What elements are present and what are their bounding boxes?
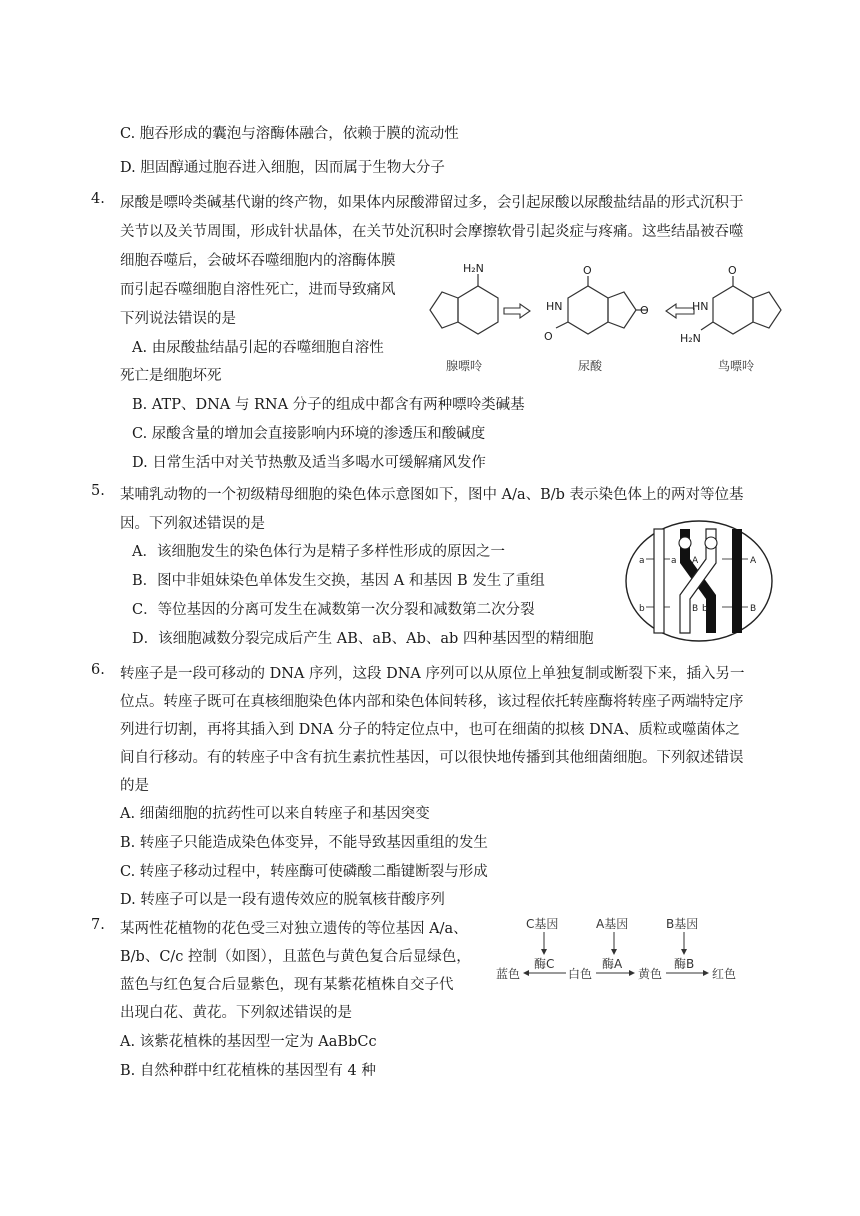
q7-number: 7.	[91, 917, 105, 933]
q6-number: 6.	[91, 662, 105, 678]
q6-option-c: C. 转座子移动过程中，转座酶可使磷酸二酯键断裂与形成	[120, 864, 488, 880]
q6-option-a: A. 细菌细胞的抗药性可以来自转座子和基因突变	[120, 806, 430, 822]
color-blue: 蓝色	[496, 967, 521, 981]
q6-stem-line: 转座子是一段可移动的 DNA 序列，这段 DNA 序列可以从原位上单独复制或断裂下来，插入另一	[120, 666, 745, 682]
q4-option-c: C. 尿酸含量的增加会直接影响内环境的渗透压和酸碱度	[132, 426, 486, 442]
gene-label: A	[750, 556, 757, 566]
q5-option-d: D．该细胞减数分裂完成后产生 AB、aB、Ab、ab 四种基因型的精细胞	[132, 631, 594, 647]
flower-color-pathway-figure	[494, 912, 748, 988]
guanine-caption: 鸟嘌呤	[718, 359, 755, 373]
q4-option-d: D. 日常生活中对关节热敷及适当多喝水可缓解痛风发作	[132, 455, 486, 471]
q4-stem-line: 尿酸是嘌呤类碱基代谢的终产物，如果体内尿酸滞留过多，会引起尿酸以尿酸盐结晶的形式沉积于	[120, 195, 744, 211]
hollow-arrow-right	[504, 304, 530, 318]
gene-label: a	[639, 556, 645, 566]
q4-stem-line: 细胞吞噬后，会破坏吞噬细胞内的溶酶体膜	[120, 253, 396, 269]
q7-option-a: A. 该紫花植株的基因型一定为 AaBbCc	[120, 1034, 377, 1050]
guanine-structure	[701, 276, 781, 334]
gene-label: b	[639, 604, 645, 614]
q6-stem-line: 间自行移动。有的转座子中含有抗生素抗性基因，可以很快地传播到其他细菌细胞。下列叙述错误	[120, 750, 744, 766]
q7-stem-line: 某两性花植物的花色受三对独立遗传的等位基因 A/a、	[120, 921, 468, 937]
q3-option-d: D. 胆固醇通过胞吞进入细胞，因而属于生物大分子	[120, 160, 445, 176]
q7-option-b: B. 自然种群中红花植株的基因型有 4 种	[120, 1063, 376, 1079]
q6-stem-line: 位点。转座子既可在真核细胞染色体内部和染色体间转移，该过程依托转座酶将转座子两端特定序	[120, 694, 744, 710]
q5-stem-line: 因。下列叙述错误的是	[120, 516, 265, 532]
q7-stem-line: B/b、C/c 控制（如图），且蓝色与黄色复合后显绿色，	[120, 949, 471, 965]
gene-b-label: B基因	[666, 917, 699, 931]
q4-number: 4.	[91, 191, 105, 207]
q6-stem-line: 的是	[120, 778, 149, 794]
gene-label: A	[692, 556, 699, 566]
atom-label: HN	[546, 300, 563, 313]
q4-stem-line: 下列说法错误的是	[120, 311, 236, 327]
adenine-structure	[430, 274, 498, 334]
atom-label: O	[544, 330, 553, 343]
gene-c-label: C基因	[526, 917, 559, 931]
color-yellow: 黄色	[638, 967, 663, 981]
q6-option-d: D. 转座子可以是一段有遗传效应的脱氧核苷酸序列	[120, 892, 445, 908]
color-white: 白色	[568, 967, 593, 981]
purine-metabolism-figure	[418, 258, 790, 378]
q5-option-b: B．图中非姐妹染色单体发生交换，基因 A 和基因 B 发生了重组	[132, 573, 545, 589]
q5-option-c: C．等位基因的分离可发生在减数第一次分裂和减数第二次分裂	[132, 602, 535, 618]
q3-option-c: C. 胞吞形成的囊泡与溶酶体融合，依赖于膜的流动性	[120, 126, 459, 142]
enzyme-b-label: 酶B	[674, 957, 695, 971]
q4-option-a: A. 由尿酸盐结晶引起的吞噬细胞自溶性	[132, 340, 384, 356]
q5-option-a: A．该细胞发生的染色体行为是精子多样性形成的原因之一	[132, 544, 505, 560]
enzyme-c-label: 酶C	[534, 957, 555, 971]
q4-option-b: B. ATP、DNA 与 RNA 分子的组成中都含有两种嘌呤类碱基	[132, 397, 525, 413]
hollow-arrow-left	[666, 304, 694, 318]
gene-label: B	[750, 604, 757, 614]
atom-label: O	[728, 264, 737, 277]
enzyme-a-label: 酶A	[602, 957, 623, 971]
chromosome-figure	[624, 519, 774, 643]
q5-stem-line: 某哺乳动物的一个初级精母细胞的染色体示意图如下，图中 A/a、B/b 表示染色体上的两对等位基	[120, 487, 744, 503]
gene-label: a	[671, 556, 677, 566]
color-red: 红色	[712, 967, 737, 981]
q4-option-a-cont: 死亡是细胞坏死	[120, 368, 222, 384]
q5-number: 5.	[91, 483, 105, 499]
q4-stem-line: 关节以及关节周围，形成针状晶体，在关节处沉积时会摩擦软骨引起炎症与疼痛。这些结晶被吞噬	[120, 224, 744, 240]
gene-label: b	[702, 604, 708, 614]
uric-acid-structure	[556, 276, 648, 334]
q6-option-b: B. 转座子只能造成染色体变异，不能导致基因重组的发生	[120, 835, 488, 851]
atom-label: O	[583, 264, 592, 277]
q4-stem-line: 而引起吞噬细胞自溶性死亡，进而导致痛风	[120, 282, 396, 298]
atom-label: HN	[692, 300, 709, 313]
atom-label: H₂N	[463, 262, 484, 275]
gene-a-label: A基因	[596, 917, 629, 931]
atom-label: H₂N	[680, 332, 701, 345]
uric-acid-caption: 尿酸	[578, 359, 603, 373]
gene-label: B	[692, 604, 699, 614]
adenine-caption: 腺嘌呤	[446, 359, 483, 373]
q7-stem-line: 蓝色与红色复合后显紫色，现有某紫花植株自交子代	[120, 977, 454, 993]
atom-label: O	[640, 304, 649, 317]
q7-stem-line: 出现白花、黄花。下列叙述错误的是	[120, 1005, 352, 1021]
q6-stem-line: 列进行切割，再将其插入到 DNA 分子的特定位点中，也可在细菌的拟核 DNA、质粒或噬菌体之	[120, 722, 740, 738]
